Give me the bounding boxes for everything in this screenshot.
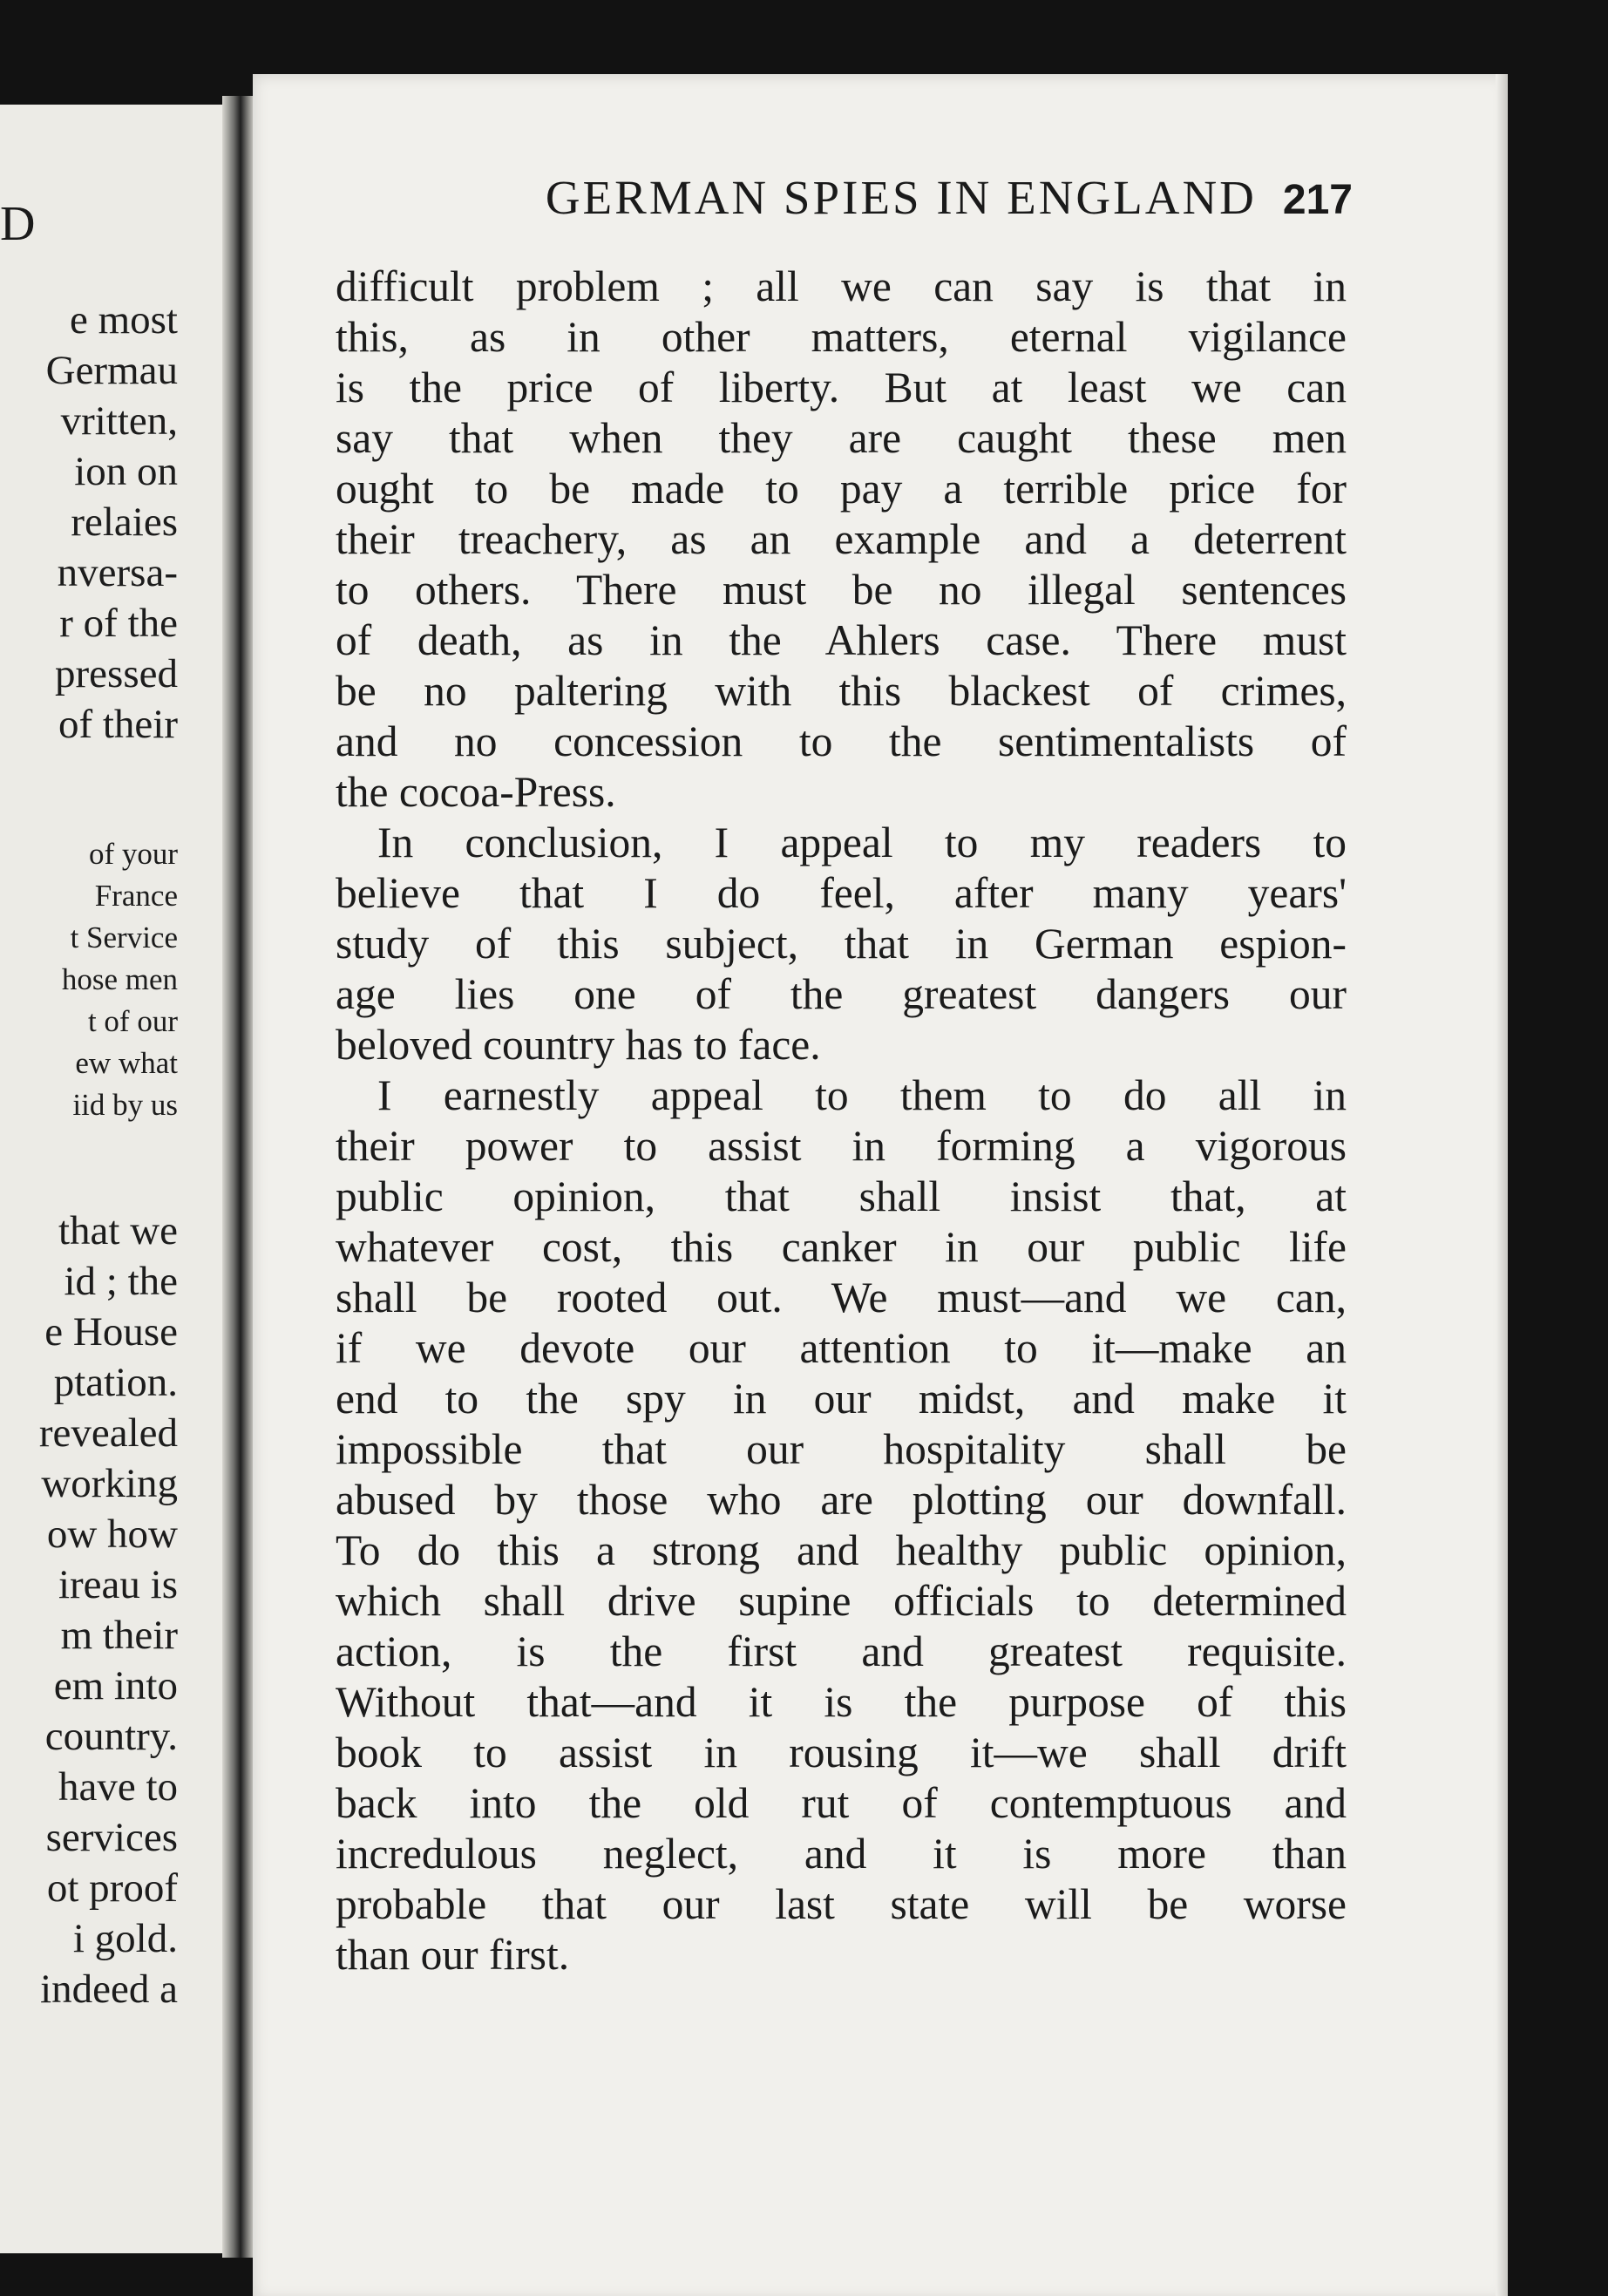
text-line: the cocoa-Press. <box>336 768 616 816</box>
fragment-line: em into <box>53 1663 178 1708</box>
fragment-line: t Service <box>70 920 178 954</box>
fragment-line: that we <box>58 1208 178 1253</box>
text-line: I earnestly appeal to them to do all in <box>377 1071 1347 1119</box>
text-line: shall be rooted out. We must—and we can, <box>336 1274 1347 1321</box>
fragment-line: e House <box>44 1309 178 1355</box>
text-line: probable that our last state will be worse <box>336 1880 1347 1928</box>
text-line: abused by those who are plotting our downfall. <box>336 1476 1347 1524</box>
fragment-line: ow how <box>46 1511 178 1557</box>
text-line: and no concession to the sentimentalists of <box>336 717 1347 765</box>
running-title: GERMAN SPIES IN ENGLAND <box>545 171 1257 224</box>
text-line: be no paltering with this blackest of crimes, <box>336 667 1347 715</box>
fragment-line: working <box>41 1461 178 1506</box>
fragment-line: ptation. <box>53 1360 178 1405</box>
text-line: say that when they are caught these men <box>336 414 1347 462</box>
page-edge <box>1496 74 1508 2296</box>
text-line: back into the old rut of contemptuous and <box>336 1779 1347 1827</box>
book-binding <box>222 96 255 2258</box>
text-line: which shall drive supine officials to determined <box>336 1577 1347 1625</box>
fragment-line: hose men <box>61 962 178 996</box>
fragment-line: iid by us <box>72 1088 178 1122</box>
text-line: beloved country has to face. <box>336 1021 821 1069</box>
fragment-line: services <box>45 1815 178 1860</box>
text-line: than our first. <box>336 1931 570 1979</box>
book-page <box>253 74 1508 2296</box>
fragment-line: r of the <box>59 601 178 646</box>
text-line: to others. There must be no illegal sentences <box>336 566 1347 614</box>
fragment-line: Germau <box>45 348 178 393</box>
text-line: Without that—and it is the purpose of this <box>336 1678 1347 1726</box>
text-line: their treachery, as an example and a deterrent <box>336 515 1347 563</box>
fragment-line: t of our <box>87 1004 178 1038</box>
fragment-line: ireau is <box>58 1562 178 1607</box>
text-line: this, as in other matters, eternal vigilance <box>336 313 1347 361</box>
text-line: book to assist in rousing it—we shall drift <box>336 1729 1347 1776</box>
text-line: action, is the first and greatest requisite. <box>336 1627 1347 1675</box>
page-body-text <box>336 262 1347 1980</box>
text-line: To do this a strong and healthy public opinion, <box>336 1526 1347 1574</box>
previous-page-header: D <box>0 197 37 251</box>
fragment-line: ot proof <box>46 1865 178 1911</box>
fragment-line: m their <box>60 1613 178 1658</box>
fragment-line: nversa- <box>57 550 178 595</box>
fragment-line: of their <box>58 702 178 747</box>
fragment-line: ew what <box>75 1046 178 1080</box>
text-line: difficult problem ; all we can say is that in <box>336 262 1347 310</box>
fragment-line: e most <box>69 297 178 343</box>
fragment-line: indeed a <box>40 1967 178 2012</box>
text-line: their power to assist in forming a vigorous <box>336 1122 1347 1170</box>
text-line: In conclusion, I appeal to my readers to <box>377 819 1347 866</box>
fragment-line: of your <box>88 837 178 871</box>
text-line: if we devote our attention to it—make an <box>336 1324 1347 1372</box>
text-line: impossible that our hospitality shall be <box>336 1425 1347 1473</box>
text-line: age lies one of the greatest dangers our <box>336 970 1347 1018</box>
fragment-line: France <box>94 879 178 913</box>
text-line: end to the spy in our midst, and make it <box>336 1375 1347 1423</box>
text-line: study of this subject, that in German espion- <box>336 920 1347 968</box>
fragment-line: id ; the <box>64 1259 178 1304</box>
fragment-line: relaies <box>71 499 178 545</box>
text-line: believe that I do feel, after many years' <box>336 869 1347 917</box>
page-number: 217 <box>1282 177 1353 223</box>
fragment-line: pressed <box>55 651 178 696</box>
previous-page-fragment <box>0 105 234 2253</box>
fragment-line: vritten, <box>60 398 178 444</box>
fragment-line: country. <box>44 1714 178 1759</box>
text-line: whatever cost, this canker in our public life <box>336 1223 1347 1271</box>
running-head <box>253 170 1353 225</box>
fragment-line: have to <box>58 1764 178 1810</box>
fragment-line: i gold. <box>72 1916 178 1961</box>
text-line: of death, as in the Ahlers case. There must <box>336 616 1347 664</box>
fragment-line: ion on <box>74 449 178 494</box>
text-line: is the price of liberty. But at least we can <box>336 363 1347 411</box>
text-line: incredulous neglect, and it is more than <box>336 1830 1347 1878</box>
fragment-line: revealed <box>38 1410 178 1456</box>
text-line: public opinion, that shall insist that, at <box>336 1172 1347 1220</box>
text-line: ought to be made to pay a terrible price for <box>336 465 1347 513</box>
